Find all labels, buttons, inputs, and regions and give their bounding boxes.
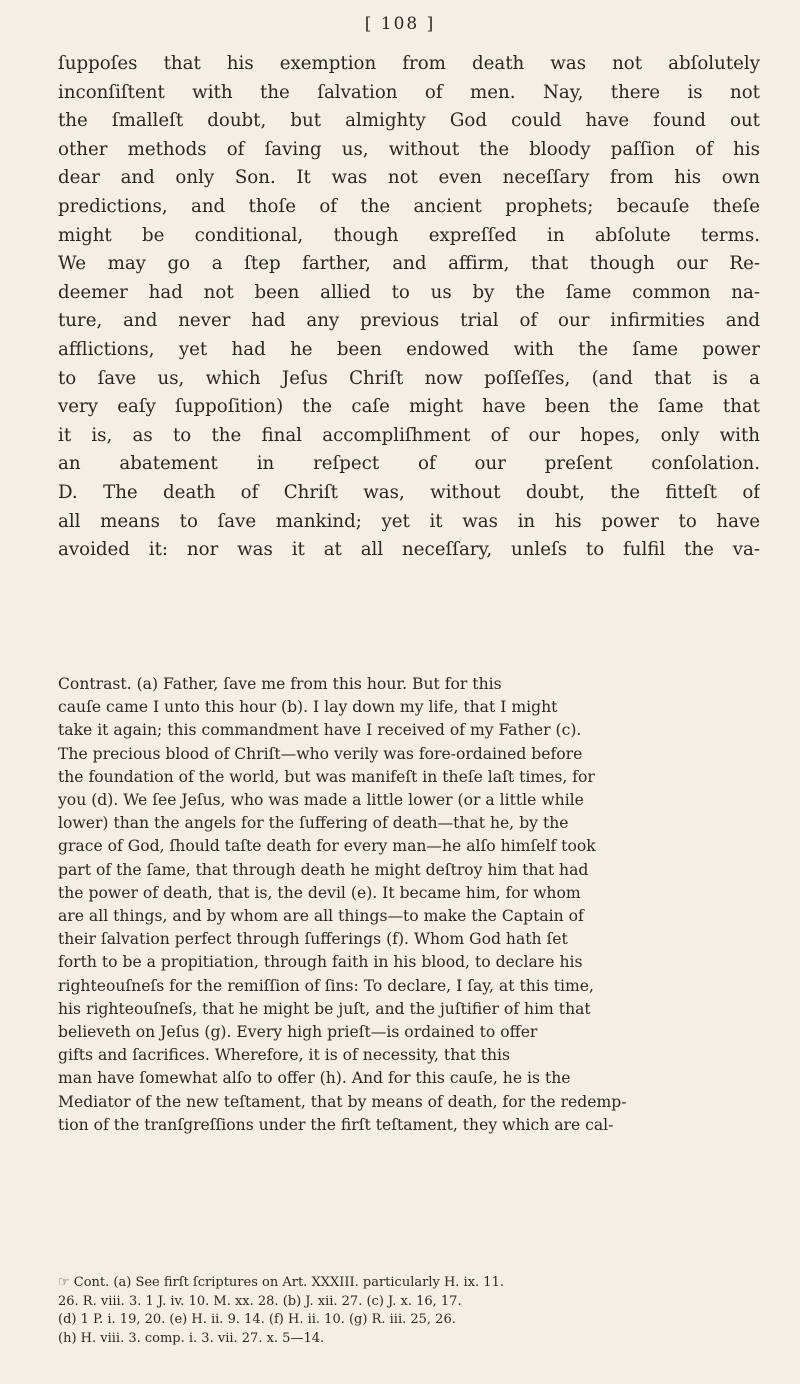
main-text-line: ture, and never had any previous trial of our infirmities and	[58, 310, 760, 332]
main-text-line: predictions, and thoſe of the ancient prophets; becauſe theſe	[58, 195, 760, 217]
main-text-block	[58, 50, 760, 565]
contrast-line: grace of God, ſhould taſte death for every man—he alſo himſelf took	[58, 837, 596, 856]
footnote-line: ☞ Cont. (a) See firſt ſcriptures on Art. XXXIII. particularly H. ix. 11.	[58, 1275, 504, 1290]
contrast-line: their ſalvation perfect through ſufferings (f). Whom God hath ſet	[58, 930, 568, 949]
main-text-line: D. The death of Chriſt was, without doubt, the fitteſt of	[58, 481, 760, 503]
main-text-line: might be conditional, though expreſſed in abſolute terms.	[58, 224, 760, 246]
contrast-line: believeth on Jeſus (g). Every high prieſt—is ordained to offer	[58, 1023, 538, 1042]
main-text-line: to ſave us, which Jeſus Chriſt now poſſeſſes, (and that is a	[58, 367, 760, 389]
main-text-line: inconſiſtent with the ſalvation of men. Nay, there is not	[58, 81, 760, 103]
footnote-line: (d) 1 P. i. 19, 20. (e) H. ii. 9. 14. (f) H. ii. 10. (g) R. iii. 25, 26.	[58, 1312, 456, 1328]
main-text-line: dear and only Son. It was not even neceſſary from his own	[58, 167, 760, 189]
main-text-line: afflictions, yet had he been endowed with the ſame power	[58, 338, 760, 360]
contrast-line: man have ſomewhat alſo to offer (h). And for this cauſe, he is the	[58, 1069, 571, 1088]
footnote-line: (h) H. viii. 3. comp. i. 3. vii. 27. x. 5—14.	[58, 1330, 325, 1346]
main-text-line: the ſmalleſt doubt, but almighty God could have found out	[58, 110, 760, 132]
main-text-line: ſuppoſes that his exemption from death was not abſolutely	[58, 53, 760, 74]
main-text-line: all means to ſave mankind; yet it was in his power to have	[58, 510, 760, 532]
contrast-line: his righteouſneſs, that he might be juſt, and the juſtifier of him that	[58, 999, 591, 1018]
contrast-line: part of the ſame, that through death he might deſtroy him that had	[58, 860, 589, 879]
main-text-line: We may go a ſtep farther, and affirm, that though our Re-	[58, 253, 760, 275]
contrast-line: The precious blood of Chriſt—who verily was fore-ordained before	[58, 744, 583, 763]
contrast-line: are all things, and by whom are all things—to make the Captain of	[58, 907, 584, 926]
footnote-line: 26. R. viii. 3. 1 J. iv. 10. M. xx. 28. (b) J. xii. 27. (c) J. x. 16, 17.	[58, 1293, 462, 1309]
main-text-line: deemer had not been allied to us by the ſame common na-	[58, 281, 760, 303]
contrast-line: the foundation of the world, but was manifeſt in theſe laſt times, for	[58, 767, 595, 786]
main-text-line: very eaſy ſuppoſition) the caſe might have been the ſame that	[58, 396, 760, 418]
main-text-line: other methods of ſaving us, without the bloody paſſion of his	[58, 138, 760, 160]
contrast-line: gifts and ſacrifices. Wherefore, it is of necessity, that this	[58, 1046, 511, 1065]
contrast-line: cauſe came I unto this hour (b). I lay down my life, that I might	[58, 698, 558, 717]
contrast-line: you (d). We ſee Jeſus, who was made a little lower (or a little while	[58, 791, 584, 810]
contrast-section	[58, 673, 760, 1137]
contrast-line: lower) than the angels for the ſuffering of death—that he, by the	[58, 814, 569, 833]
main-text-line: avoided it: nor was it at all neceſſary, unleſs to fulfil the va-	[58, 539, 760, 561]
contrast-line: forth to be a propitiation, through faith in his blood, to declare his	[58, 953, 583, 972]
page-number: [ 108 ]	[364, 14, 436, 34]
contrast-line: the power of death, that is, the devil (e). It became him, for whom	[58, 883, 581, 902]
contrast-line: Contrast. (a) Father, ſave me from this hour. But for this	[58, 675, 502, 693]
contrast-line: righteouſneſs for the remiſſion of ſins: To declare, I ſay, at this time,	[58, 976, 594, 995]
main-text-line: it is, as to the final accompliſhment of our hopes, only with	[58, 424, 760, 446]
contrast-line: take it again; this commandment have I received of my Father (c).	[58, 721, 582, 740]
contrast-line: Mediator of the new teſtament, that by means of death, for the redemp-	[58, 1092, 627, 1111]
main-text-line: an abatement in reſpect of our preſent conſolation.	[58, 453, 760, 475]
footnote-references	[58, 1274, 760, 1348]
contrast-line: tion of the tranſgreſſions under the firſt teſtament, they which are cal-	[58, 1115, 614, 1134]
